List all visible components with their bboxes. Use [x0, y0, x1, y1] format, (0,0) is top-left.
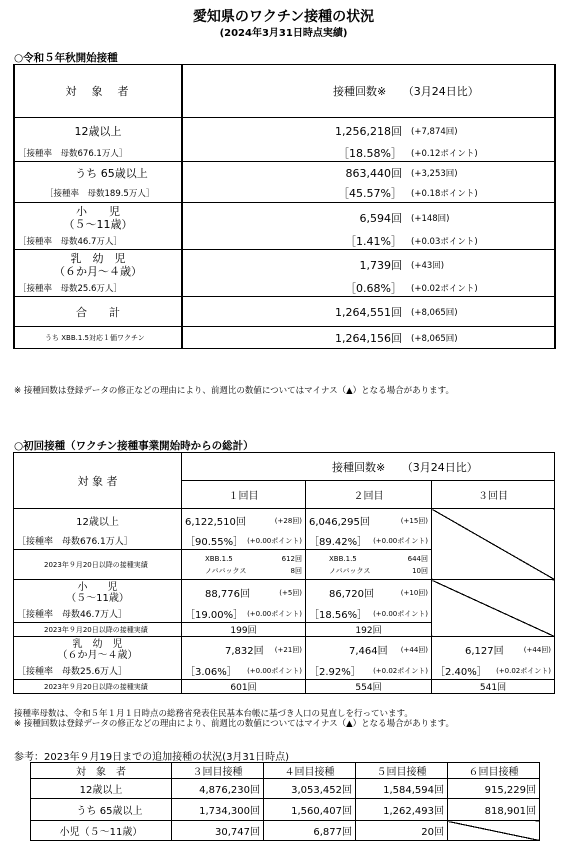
row-label: 小 児 （５～11歳）: [14, 203, 182, 233]
table-row: [14, 280, 555, 297]
table-row: 小 児 （５～11歳） 88,776回 (+5回) 86,720回 (+10回): [14, 580, 555, 606]
total-label: 合 計: [14, 297, 182, 327]
empty-cell: [432, 580, 555, 637]
table-row: [14, 250, 555, 280]
row-sub: ［接種率 母数676.1万人］: [14, 145, 182, 162]
dose1-count: 6,122,510回: [185, 517, 246, 529]
initial-vaccination-table: [13, 452, 555, 694]
row-label: 乳 幼 児 （６か月～４歳）: [14, 637, 182, 663]
table-row: 12歳以上 6,122,510回 (+28回) 6,046,295回 (+15回): [14, 509, 555, 533]
section2-heading: ○初回接種（ワクチン接種事業開始時からの総計）: [14, 440, 254, 452]
table-row: 12歳以上 4,876,230回 3,053,452回 1,584,594回 915,229回: [31, 779, 540, 799]
since-label: 2023年９月20日以降の接種実績: [14, 550, 182, 580]
table-row: [14, 162, 555, 184]
col-dose1: １回目: [182, 481, 306, 509]
count-value: 863,440回: [182, 162, 408, 184]
col-dose3: ３回目: [432, 481, 555, 509]
count-diff: (+7,874回): [408, 118, 555, 145]
rate-value: ［0.68%］: [182, 280, 408, 297]
since-row: 2023年９月20日以降の接種実績 199回 192回: [14, 623, 555, 637]
table-row: ［接種率 母数25.6万人］ ［3.06%］ (+0.00ポイント) ［2.92%］ (+0.02ポイント) ［2.40%］ (+0.02ポイント): [14, 663, 555, 680]
rate-diff: (+0.18ポイント): [408, 184, 555, 203]
count-diff: (+3,253回): [408, 162, 555, 184]
col-count: 接種回数※ （3月24日比）: [182, 65, 555, 118]
count-value: 1,256,218回: [182, 118, 408, 145]
col-target: 対 象 者: [14, 65, 182, 118]
rate-value: ［45.57%］: [182, 184, 408, 203]
row-sub: ［接種率 母数46.7万人］: [14, 606, 182, 623]
table-row: ［接種率 母数676.1万人］ ［90.55%］ (+0.00ポイント) ［89.42%］ (+0.00ポイント): [14, 533, 555, 550]
empty-cell: [448, 821, 540, 841]
rate-diff: (+0.12ポイント): [408, 145, 555, 162]
row-label: 乳 幼 児 （６か月～４歳）: [14, 250, 182, 280]
xbb-count: 1,264,156回: [182, 327, 408, 349]
table-row: [14, 145, 555, 162]
table-row: ［接種率 母数46.7万人］ ［19.00%］ (+0.00ポイント) ［18.56%］ (+0.00ポイント): [14, 606, 555, 623]
dose2-count: 6,046,295回: [309, 517, 370, 529]
row-label: 12歳以上: [14, 118, 182, 145]
count-diff: (+148回): [408, 203, 555, 233]
count-diff: (+43回): [408, 250, 555, 280]
row-label: うち 65歳以上: [14, 162, 182, 184]
col-target: 対 象 者: [14, 453, 182, 509]
total-diff: (+8,065回): [408, 297, 555, 327]
section1-note: ※ 接種回数は登録データの修正などの理由により、前週比の数値についてはマイナス（▲）となる場合があります。: [14, 386, 455, 396]
since-row: 2023年９月20日以降の接種実績 601回 554回 541回: [14, 680, 555, 694]
count-value: 1,739回: [182, 250, 408, 280]
rate-diff: (+0.02ポイント): [408, 280, 555, 297]
row-sub: ［接種率 母数46.7万人］: [14, 233, 182, 250]
count-value: 6,594回: [182, 203, 408, 233]
page-title: 愛知県のワクチン接種の状況: [192, 9, 375, 25]
table-row: [14, 184, 555, 203]
rate-value: ［1.41%］: [182, 233, 408, 250]
section2-note1: 接種率母数は、令和５年１月１日時点の総務省発表住民基本台帳に基づき人口の見直しを行っています。: [14, 709, 413, 719]
section3-heading: 参考：2023年９月19日までの追加接種の状況(3月31日時点): [14, 752, 290, 763]
col-count: 接種回数※ （3月24日比）: [182, 453, 555, 481]
col-dose2: ２回目: [306, 481, 432, 509]
xbb-label: うち XBB.1.5対応１価ワクチン: [14, 327, 182, 349]
autumn-vaccination-table: [13, 64, 556, 349]
table-header-row: [14, 65, 555, 118]
section2-note2: ※ 接種回数は登録データの修正などの理由により、前週比の数値についてはマイナス（▲）となる場合があります。: [14, 719, 455, 729]
table-row: [14, 118, 555, 145]
table-header-row: [14, 453, 555, 481]
table-header-row: 対 象 者 ３回目接種 ４回目接種 ５回目接種 ６回目接種: [31, 763, 540, 779]
table-row: うち 65歳以上 1,734,300回 1,560,407回 1,262,493回 818,901回: [31, 799, 540, 821]
row-label: 12歳以上: [14, 509, 182, 533]
xbb-diff: (+8,065回): [408, 327, 555, 349]
row-label: 小 児 （５～11歳）: [14, 580, 182, 606]
booster-table: [30, 762, 540, 841]
table-row: [14, 203, 555, 233]
xbb-row: [14, 327, 555, 349]
section1-heading: ○令和５年秋開始接種: [14, 52, 118, 64]
rate-diff: (+0.03ポイント): [408, 233, 555, 250]
total-count: 1,264,551回: [182, 297, 408, 327]
table-row: 乳 幼 児 （６か月～４歳） 7,832回 (+21回) 7,464回 (+44回) 6,127回 (+44回): [14, 637, 555, 663]
page-subtitle: (2024年3月31日時点実績): [219, 28, 348, 39]
rate-value: ［18.58%］: [182, 145, 408, 162]
total-row: [14, 297, 555, 327]
row-sub: ［接種率 母数189.5万人］: [14, 184, 182, 203]
row-sub: ［接種率 母数676.1万人］: [14, 533, 182, 550]
since-row: 2023年９月20日以降の接種実績 XBB.1.5 612回 ノババックス 8回 XBB.1.5 644回 ノババックス 10回: [14, 550, 555, 580]
table-row: [14, 233, 555, 250]
row-sub: ［接種率 母数25.6万人］: [14, 663, 182, 680]
row-sub: ［接種率 母数25.6万人］: [14, 280, 182, 297]
empty-cell: [432, 509, 555, 580]
table-row: 小児（５～11歳） 30,747回 6,877回 20回: [31, 821, 540, 841]
